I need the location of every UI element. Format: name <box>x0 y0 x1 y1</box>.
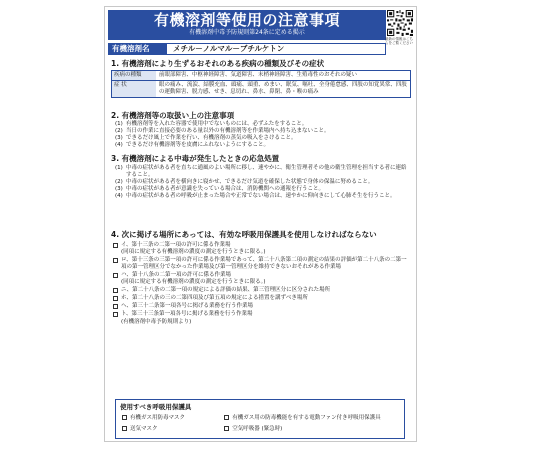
checkbox[interactable] <box>113 273 118 278</box>
item-text: ヘ、第三十二条第一項各号に掲げる業務を行う作業場 <box>121 303 254 309</box>
handling-list <box>115 121 410 149</box>
list-item <box>115 121 410 128</box>
item-number: (4) <box>115 193 123 199</box>
list-item <box>115 142 410 149</box>
checklist-item[interactable] <box>113 311 411 318</box>
checkbox[interactable] <box>122 426 127 431</box>
item-subtext: (同項に規定する有機溶剤の濃度の測定を行うときに限る。) <box>121 279 266 285</box>
item-text: 有機溶剤等を入れた容器で使用中でないものには、必ずふたをすること。 <box>126 121 308 127</box>
respirator-label: 有機ガス用防毒マスク <box>130 415 186 421</box>
item-text: 中毒の症状がある者を横向きに寝かせ、できるだけ気道を確保した状態で身体の保温に努めること。 <box>126 179 374 185</box>
item-text: できるだけ有機溶剤等を皮膚にふれないようにすること。 <box>126 142 270 148</box>
checklist-item[interactable] <box>113 287 411 294</box>
disease-table <box>111 70 411 98</box>
symptom-text: 眼の痛み、流涙、結膜充血、頭痛、頭重、めまい、眠気、嘔吐、全身倦怠感、四肢の知覚異常、四肢の運動障害、脱力感、せき、息切れ、鼻水、鼻閉、鼻・喉の痛み <box>159 82 407 95</box>
checklist-item[interactable] <box>113 242 411 256</box>
item-text: ホ、第二十八条の三の二第四項及び第五項の規定による措置を講ずべき場所 <box>121 295 308 301</box>
first-aid-list <box>115 165 410 200</box>
item-number: (4) <box>115 142 123 148</box>
section3-title: 3. 有機溶剤による中毒が発生したときの応急処置 <box>111 154 280 163</box>
solvent-row <box>108 43 386 55</box>
item-text: ハ、第十八条の二第一項の許可に係る作業場 <box>121 272 232 278</box>
item-text: ロ、第十三条の三第一項の許可に係る作業場であって、第二十八条第二項の測定の結果の評価が第二十八条の二第一項の第一管理区分でなかった作業場及び第一管理区分を維持できないおそれがある作業場 <box>121 257 407 270</box>
respirator-item[interactable] <box>224 424 398 432</box>
regulation-note: (有機溶剤中毒予防規則より) <box>121 319 192 325</box>
respirator-item[interactable] <box>122 413 224 421</box>
item-text: 中毒の症状がある者を直ちに通風のよい場所に移し、速やかに、衛生管理者その他の衛生管理を担当する者に連絡すること。 <box>126 165 407 178</box>
item-text: 当日の作業に直接必要のある量以外の有機溶剤等を作業場内へ持ち込まないこと。 <box>126 128 330 134</box>
checklist-item[interactable] <box>113 272 411 286</box>
respirator-title: 使用すべき呼吸用保護具 <box>120 403 192 411</box>
respirator-box <box>115 399 405 439</box>
item-number: (3) <box>115 186 123 192</box>
solvent-label: 有機溶剤名 <box>109 44 167 54</box>
disease-text: 前眼部障害、中枢神経障害、気道障害、末梢神経障害、生殖毒性のおそれの疑い <box>159 72 358 78</box>
checkbox[interactable] <box>113 288 118 293</box>
respirator-grid <box>116 413 404 432</box>
item-number: (1) <box>115 121 123 127</box>
page-title: 有機溶剤等使用の注意事項 <box>153 11 340 29</box>
title-bar <box>108 10 386 40</box>
item-number: (2) <box>115 128 123 134</box>
respirator-label: 送気マスク <box>130 426 158 432</box>
checklist-item[interactable] <box>113 303 411 310</box>
item-text: 中毒の症状がある者の呼吸が止まった場合や正常でない場合は、速やかに仰向きにして心肺そ生を行うこと。 <box>126 193 396 199</box>
symptom-row <box>112 81 410 97</box>
qr-code-icon[interactable] <box>387 10 413 36</box>
item-text: ニ、第二十八条の二第一項の規定による評価の結果、第三管理区分に区分された場所 <box>121 287 331 293</box>
respirator-item[interactable] <box>224 413 398 421</box>
qr-note: 最新の情報はこちらをご覧ください <box>385 37 413 45</box>
checkbox[interactable] <box>113 296 118 301</box>
section2-title: 2. 有機溶剤等の取扱い上の注意事項 <box>111 111 235 120</box>
checkbox[interactable] <box>113 243 118 248</box>
checkbox[interactable] <box>224 426 229 431</box>
symptom-label: 症 状 <box>112 81 156 97</box>
checklist-item[interactable] <box>113 295 411 302</box>
item-text: できるだけ風上で作業を行い、有機溶剤の蒸気の吸入をさけること。 <box>126 135 297 141</box>
item-number: (1) <box>115 165 123 171</box>
item-number: (3) <box>115 135 123 141</box>
page-subtitle: 有機溶剤中毒予防規則第24条に定める掲示 <box>189 29 305 36</box>
disease-row <box>112 71 410 81</box>
workplace-checklist <box>113 242 411 326</box>
list-item <box>115 179 410 186</box>
list-item <box>115 135 410 142</box>
respirator-label: 有機ガス用の防毒機能を有する電動ファン付き呼吸用保護具 <box>232 415 381 421</box>
notice-board <box>104 6 417 442</box>
checkbox[interactable] <box>224 415 229 420</box>
list-item <box>115 128 410 135</box>
respirator-item[interactable] <box>122 424 224 432</box>
checkbox[interactable] <box>113 312 118 317</box>
checkbox[interactable] <box>113 258 118 263</box>
item-subtext: (同項に規定する有機溶剤の濃度の測定を行うときに限る。) <box>121 249 266 255</box>
item-text: ト、第三十三条第一項各号に掲げる業務を行う作業場 <box>121 311 253 317</box>
respirator-label: 空気呼吸器 (緊急時) <box>232 426 283 432</box>
solvent-name: メチル－ノルマル－ブチルケトン <box>173 44 285 53</box>
list-item <box>115 186 410 193</box>
list-item <box>115 193 410 200</box>
checkbox[interactable] <box>122 415 127 420</box>
checklist-item[interactable] <box>113 257 411 271</box>
item-number: (2) <box>115 179 123 185</box>
checkbox[interactable] <box>113 304 118 309</box>
section1-title: 1. 有機溶剤により生ずるおそれのある疾病の種類及びその症状 <box>111 59 325 68</box>
disease-label: 疾病の種類 <box>112 71 156 80</box>
section4-title: 4. 次に掲げる場所にあっては、有効な呼吸用保護具を使用しなければならない <box>111 230 377 239</box>
list-item <box>115 165 410 179</box>
item-text: 中毒の症状がある者が意識を失っている場合は、消防機関への通報を行うこと。 <box>126 186 325 192</box>
item-text: イ、第十三条の二第一項の許可に係る作業場 <box>121 242 231 248</box>
